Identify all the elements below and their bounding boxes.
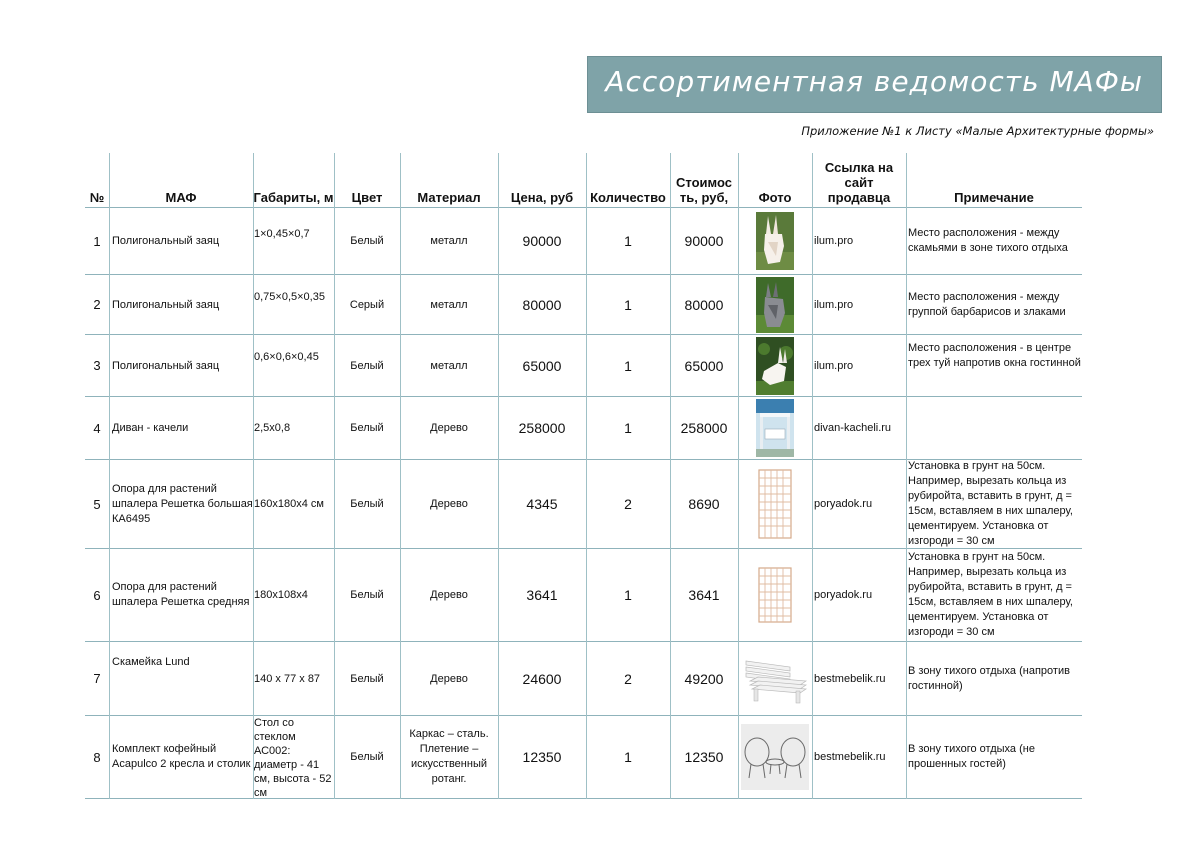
row-link[interactable]: bestmebelik.ru (814, 672, 886, 685)
grid-line (400, 153, 401, 799)
row-price: 24600 (522, 670, 562, 687)
row-dims: 140 x 77 x 87 (254, 672, 321, 685)
trellis-medium-photo (738, 549, 812, 641)
col-header-maf: МАФ (165, 190, 197, 205)
row-sum: 49200 (684, 670, 724, 687)
row-material: Дерево (430, 589, 468, 601)
grid-line (109, 153, 110, 799)
row-link[interactable]: bestmebelik.ru (814, 751, 886, 763)
sitting-hare-photo (738, 335, 812, 396)
row-qty: 1 (624, 420, 632, 436)
page-title: Ассортиментная ведомость МАФы (605, 65, 1143, 98)
row-dims: 1×0,45×0,7 (254, 228, 310, 240)
row-color: Белый (350, 751, 384, 763)
row-sum: 3641 (688, 587, 720, 603)
col-header-price: Цена, руб (510, 190, 574, 205)
row-dims: 180х108х4 (254, 589, 308, 601)
row-sum: 258000 (680, 420, 728, 436)
row-sum: 90000 (684, 233, 724, 249)
row-color: Белый (350, 672, 384, 685)
row-link[interactable]: poryadok.ru (814, 498, 873, 510)
row-qty: 1 (624, 587, 632, 603)
table-row (85, 275, 1082, 335)
col-header-link: Ссылка на сайт продавца (824, 160, 894, 205)
row-dims: 2,5х0,8 (254, 422, 291, 434)
trellis-large-photo (738, 460, 812, 548)
row-material: металл (430, 235, 468, 247)
row-color: Белый (350, 235, 384, 247)
row-num: 4 (93, 420, 101, 436)
row-price: 3641 (526, 587, 558, 603)
table-row (85, 335, 1082, 397)
row-price: 258000 (518, 420, 566, 436)
row-note: Место расположения - между скамьями в зоне тихого отдыха (908, 227, 1068, 254)
table-row (85, 642, 1082, 716)
row-sum: 80000 (684, 296, 724, 313)
row-price: 90000 (522, 233, 562, 249)
row-color: Белый (350, 422, 384, 434)
row-note (906, 397, 1082, 459)
row-num: 6 (93, 587, 101, 603)
col-header-photo: Фото (758, 190, 792, 205)
row-qty: 1 (624, 296, 632, 313)
row-num: 1 (93, 233, 101, 249)
row-link[interactable]: ilum.pro (814, 235, 854, 247)
row-maf: Диван - качели (112, 422, 189, 434)
row-maf: Скамейка Lund (112, 656, 190, 668)
row-maf: Полигональный заяц (112, 235, 220, 247)
row-material: Дерево (430, 422, 468, 434)
col-header-material: Материал (417, 190, 481, 205)
col-header-sum: Стоимос ть, руб, (676, 175, 732, 205)
row-link[interactable]: ilum.pro (814, 359, 854, 372)
row-num: 3 (93, 358, 101, 373)
grid-line (586, 153, 587, 799)
row-color: Белый (350, 359, 384, 372)
table-row (85, 208, 1082, 275)
bench-photo (738, 642, 812, 715)
row-note: В зону тихого отдыха (не прошенных гостей) (908, 743, 1035, 770)
title-banner (587, 56, 1162, 113)
white-hare-photo (738, 208, 812, 274)
row-note: Установка в грунт на 50см. Например, вырезать кольца из рубиройта, вставить в грунт, д = 15см, вставляем в них шпалеру, цементируем. Установка от изгороди = 30 см (908, 551, 1073, 638)
row-maf: Полигональный заяц (112, 359, 220, 372)
table-row (85, 397, 1082, 460)
row-qty: 1 (624, 233, 632, 249)
row-maf: Полигональный заяц (112, 298, 220, 311)
row-material: металл (430, 298, 468, 311)
row-color: Белый (350, 589, 384, 601)
row-num: 5 (93, 496, 101, 512)
row-qty: 2 (624, 496, 632, 512)
table-row (85, 549, 1082, 642)
row-price: 4345 (526, 496, 558, 512)
row-dims: 160х180х4 см (254, 498, 324, 510)
grid-line (738, 153, 739, 799)
grid-line (670, 153, 671, 799)
row-color: Белый (350, 498, 384, 510)
row-note: Место расположения - между группой барбарисов и злаками (908, 290, 1066, 318)
row-note: Установка в грунт на 50см. Например, вырезать кольца из рубиройта, вставить в грунт, д = 15см, вставляем в них шпалеру, цементируем. Установка от изгороди = 30 см (908, 460, 1073, 547)
row-price: 12350 (522, 749, 562, 765)
row-material: Дерево (430, 498, 468, 510)
grid-line (498, 153, 499, 799)
row-num: 2 (93, 297, 101, 312)
row-material: Дерево (430, 672, 468, 685)
col-header-color: Цвет (351, 190, 383, 205)
row-num: 7 (93, 671, 101, 686)
col-header-dims: Габариты, м (253, 190, 334, 205)
row-material: Каркас – сталь. Плетение – искусственный ротанг. (409, 728, 489, 785)
col-header-qty: Количество (590, 190, 666, 205)
row-material: металл (430, 359, 468, 372)
grid-line (334, 153, 335, 799)
row-link[interactable]: divan-kacheli.ru (814, 422, 892, 434)
coffee-set-photo (738, 716, 812, 798)
row-qty: 1 (624, 749, 632, 765)
table-header-row (85, 153, 1082, 208)
table-row (85, 460, 1082, 549)
row-maf: Опора для растений шпалера Решетка средняя (112, 581, 250, 608)
page-subtitle: Приложение №1 к Листу «Малые Архитектурные формы» (801, 124, 1154, 138)
row-price: 80000 (522, 296, 562, 313)
row-sum: 8690 (688, 496, 720, 512)
row-num: 8 (93, 749, 101, 765)
row-maf: Комплект кофейный Acapulco 2 кресла и столик (112, 743, 251, 770)
row-sum: 65000 (684, 357, 724, 374)
grid-line (906, 153, 907, 799)
row-note: Место расположения - в центре трех туй напротив окна гостинной (908, 342, 1081, 369)
col-header-note: Примечание (954, 190, 1034, 205)
row-link[interactable]: ilum.pro (814, 298, 854, 311)
grid-line (812, 153, 813, 799)
grid-line (253, 153, 254, 799)
row-link[interactable]: poryadok.ru (814, 589, 873, 601)
row-dims: Стол со стеклом АС002: диаметр - 41 см, высота - 52 см (254, 717, 332, 798)
grey-hare-photo (738, 275, 812, 334)
swing-sofa-photo (738, 397, 812, 459)
row-dims: 0,6×0,6×0,45 (254, 351, 319, 363)
row-sum: 12350 (684, 749, 724, 765)
row-dims: 0,75×0,5×0,35 (254, 291, 325, 303)
col-header-num: № (89, 190, 105, 205)
table-row (85, 716, 1082, 799)
row-qty: 1 (624, 357, 632, 374)
row-note: В зону тихого отдыха (напротив гостинной) (908, 664, 1070, 692)
row-qty: 2 (624, 670, 632, 687)
row-price: 65000 (522, 357, 562, 374)
row-maf: Опора для растений шпалера Решетка большая КА6495 (112, 482, 253, 525)
row-color: Серый (349, 298, 385, 311)
